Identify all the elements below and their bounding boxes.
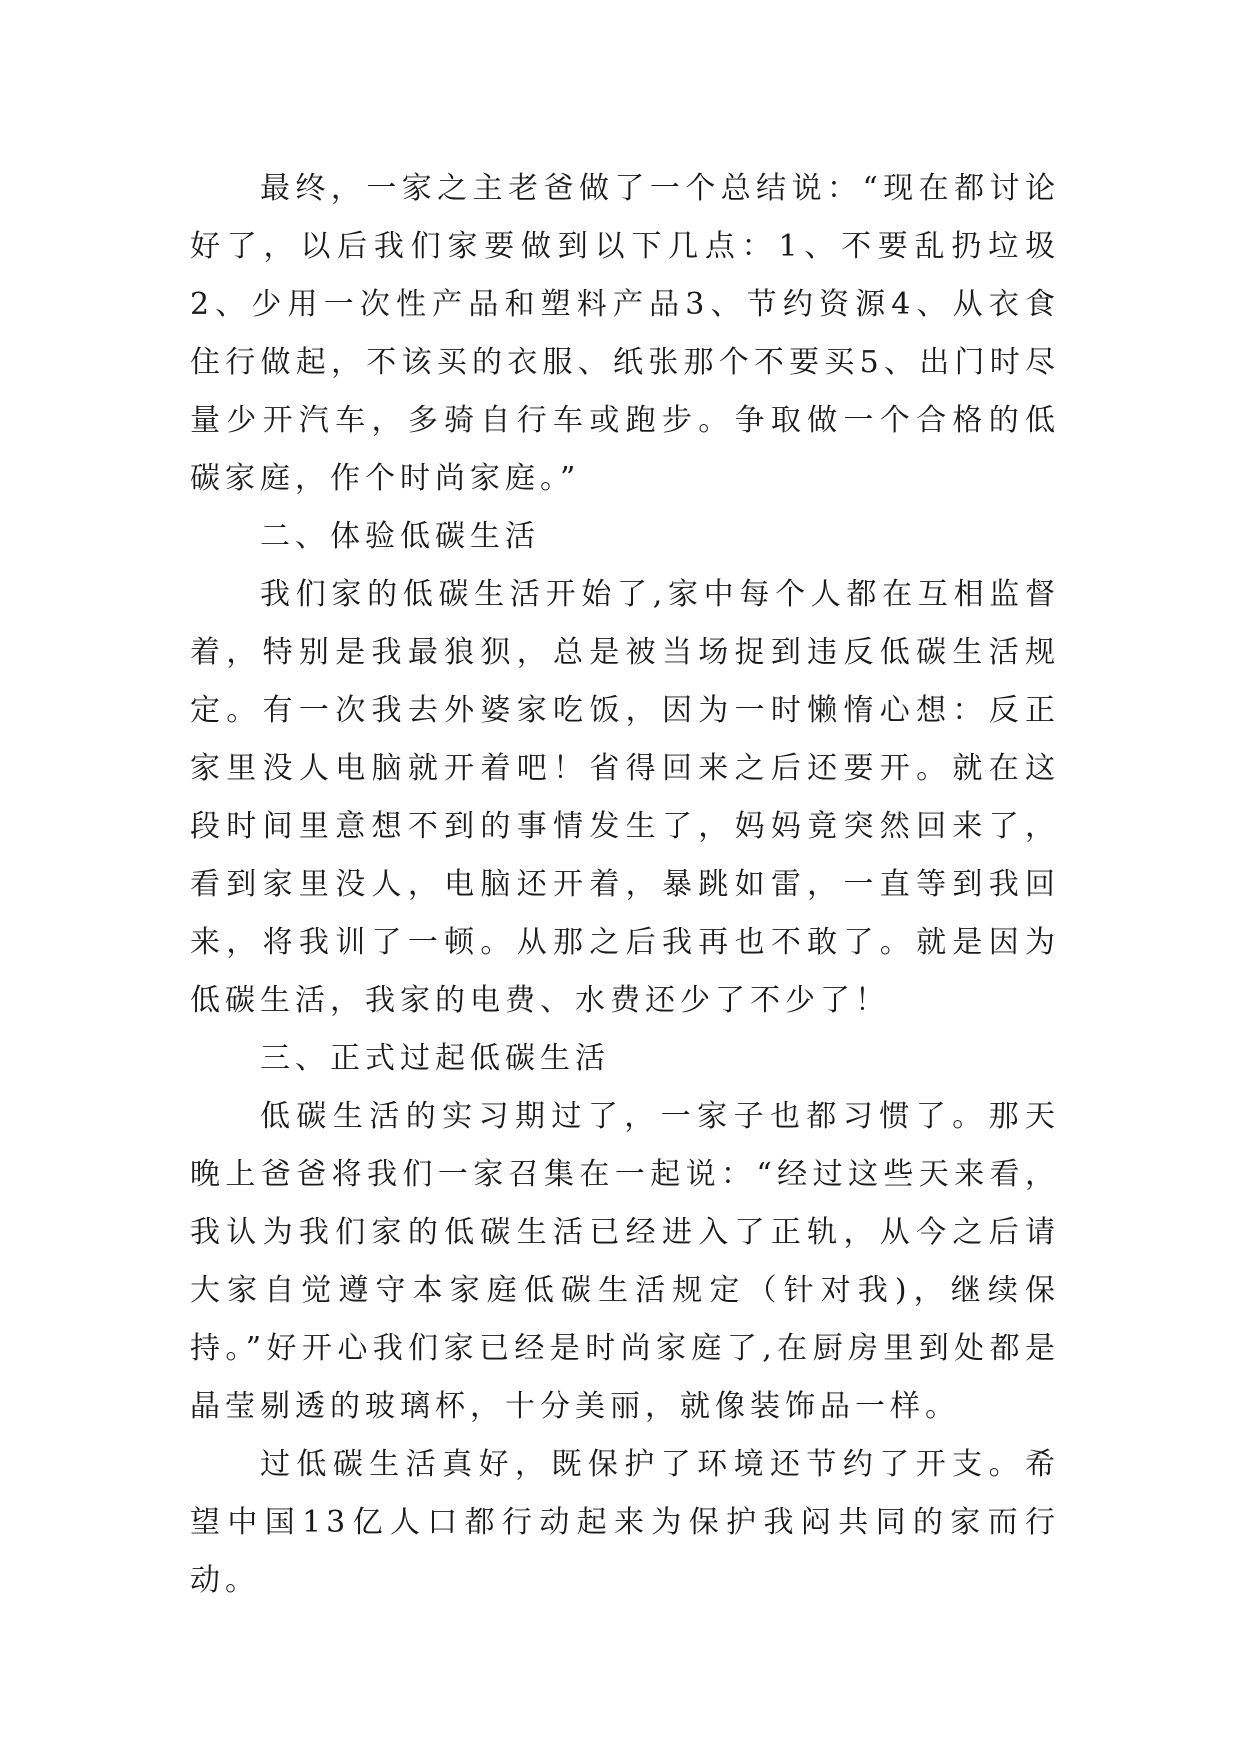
paragraph-summary: 最终，一家之主老爸做了一个总结说：“现在都讨论好了，以后我们家要做到以下几点：1、不要乱扔垃圾2、少用一次性产品和塑料产品3、节约资源4、从衣食住行做起，不该买的衣服、纸张那个不要买5、出门时尽量少开汽车，多骑自行车或跑步。争取做一个合格的低碳家庭，作个时尚家庭。” (190, 171, 1060, 496)
paragraph-conclusion: 过低碳生活真好，既保护了环境还节约了开支。希望中国13亿人口都行动起来为保护我闷共同的家而行动。 (190, 1447, 1060, 1598)
section-heading-experience: 二、体验低碳生活 (260, 519, 540, 554)
paragraph-experience: 我们家的低碳生活开始了,家中每个人都在互相监督着，特别是我最狼狈，总是被当场捉到违反低碳生活规定。有一次我去外婆家吃饭，因为一时懒惰心想：反正家里没人电脑就开着吧！省得回来之后还要开。就在这段时间里意想不到的事情发生了，妈妈竟突然回来了，看到家里没人，电脑还开着，暴跳如雷，一直等到我回来，将我训了一顿。从那之后我再也不敢了。就是因为低碳生活，我家的电费、水费还少了不少了！ (190, 577, 1060, 1018)
document-body (190, 160, 1060, 1610)
paragraph-formal: 低碳生活的实习期过了，一家子也都习惯了。那天晚上爸爸将我们一家召集在一起说：“经过这些天来看，我认为我们家的低碳生活已经进入了正轨，从今之后请大家自觉遵守本家庭低碳生活规定（针对我)，继续保持。”好开心我们家已经是时尚家庭了,在厨房里到处都是晶莹剔透的玻璃杯，十分美丽，就像装饰品一样。 (190, 1099, 1060, 1424)
section-heading-formal: 三、正式过起低碳生活 (260, 1041, 610, 1076)
